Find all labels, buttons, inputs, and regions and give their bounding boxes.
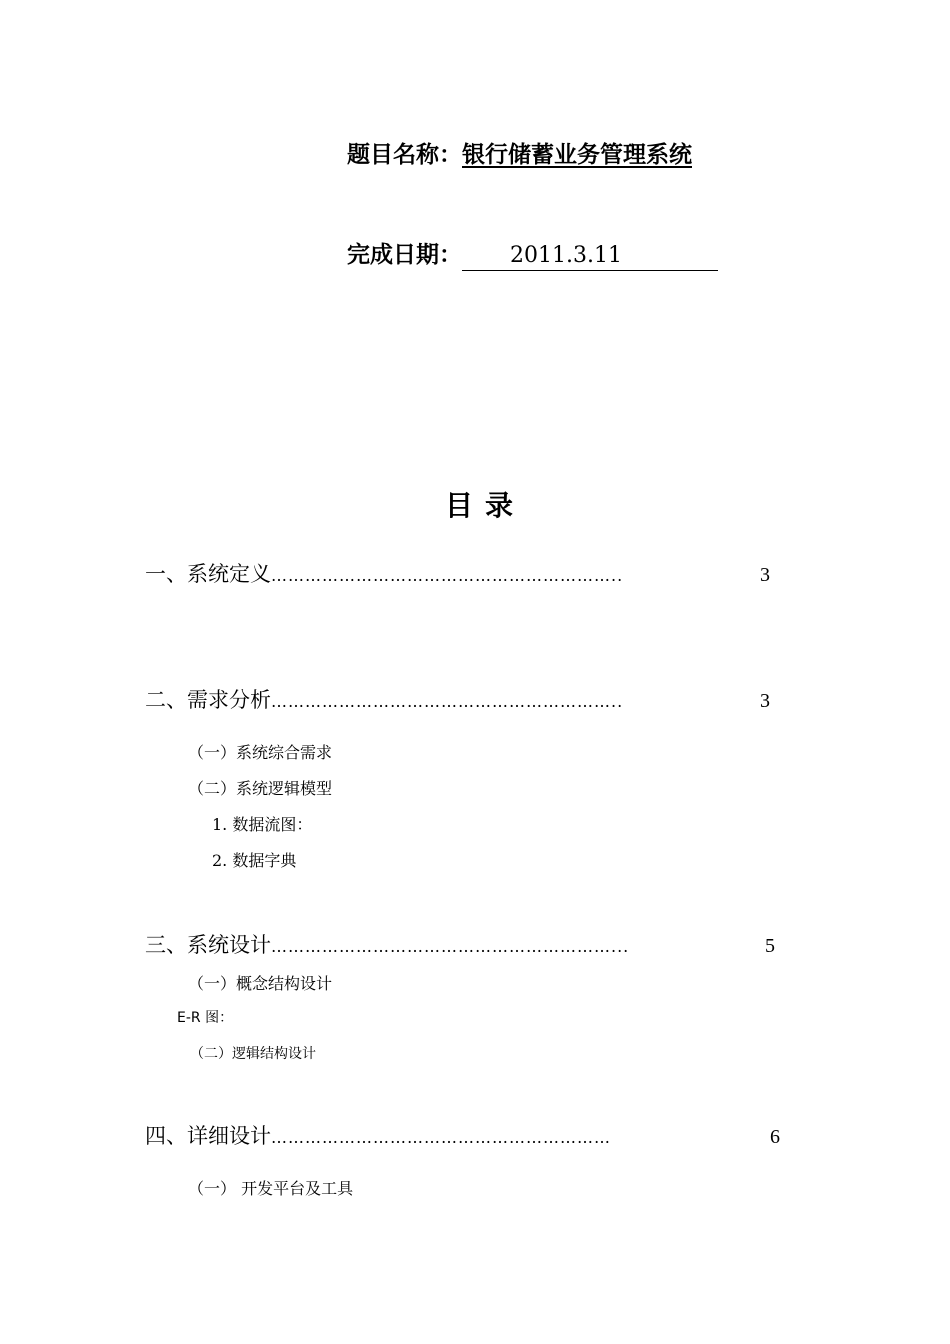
toc-page-number: 6 bbox=[770, 1126, 780, 1148]
toc-leader-dots: …………………………………………………….. bbox=[271, 566, 624, 585]
completion-date-label: 完成日期： bbox=[347, 242, 462, 268]
project-title-value: 银行储蓄业务管理系统 bbox=[462, 142, 692, 168]
toc-entry-detailed-design[interactable] bbox=[145, 1120, 780, 1150]
toc-page-number: 3 bbox=[760, 690, 770, 712]
toc-entry-system-design[interactable] bbox=[145, 929, 775, 959]
toc-page-number: 3 bbox=[760, 564, 770, 586]
toc-leader-dots: …………………………………………………….. bbox=[271, 692, 624, 711]
toc-entry-system-definition[interactable] bbox=[145, 558, 770, 588]
toc-sub-logical-design[interactable]: （二）逻辑结构设计 bbox=[190, 1046, 316, 1062]
toc-entry-label: 三、系统设计 bbox=[145, 933, 271, 957]
toc-sub-overall-requirements[interactable]: （一）系统综合需求 bbox=[188, 743, 333, 762]
project-title-label: 题目名称： bbox=[347, 142, 462, 168]
toc-leader-dots: …………………………………………………… bbox=[271, 1128, 611, 1147]
toc-entry-label: 四、详细设计 bbox=[145, 1124, 271, 1148]
toc-sub-data-flow-diagram[interactable]: 1. 数据流图： bbox=[212, 815, 313, 834]
toc-sub-er-diagram[interactable]: E-R 图： bbox=[177, 1010, 234, 1026]
toc-entry-requirements-analysis[interactable] bbox=[145, 684, 770, 714]
completion-date-line bbox=[347, 236, 718, 271]
toc-sub-data-dictionary[interactable]: 2. 数据字典 bbox=[212, 851, 297, 870]
toc-page-number: 5 bbox=[765, 935, 775, 957]
toc-entry-label: 一、系统定义 bbox=[145, 562, 271, 586]
toc-sub-platform-tools[interactable]: （一） 开发平台及工具 bbox=[188, 1179, 354, 1198]
toc-sub-logical-model[interactable]: （二）系统逻辑模型 bbox=[188, 779, 333, 798]
completion-date-value: 2011.3.11 bbox=[462, 242, 718, 271]
toc-sub-conceptual-design[interactable]: （一）概念结构设计 bbox=[188, 974, 333, 993]
toc-leader-dots: ……………………………………………………... bbox=[271, 937, 630, 956]
toc-entry-label: 二、需求分析 bbox=[145, 688, 271, 712]
toc-heading: 目录 bbox=[445, 489, 526, 522]
project-title-line bbox=[347, 136, 692, 169]
